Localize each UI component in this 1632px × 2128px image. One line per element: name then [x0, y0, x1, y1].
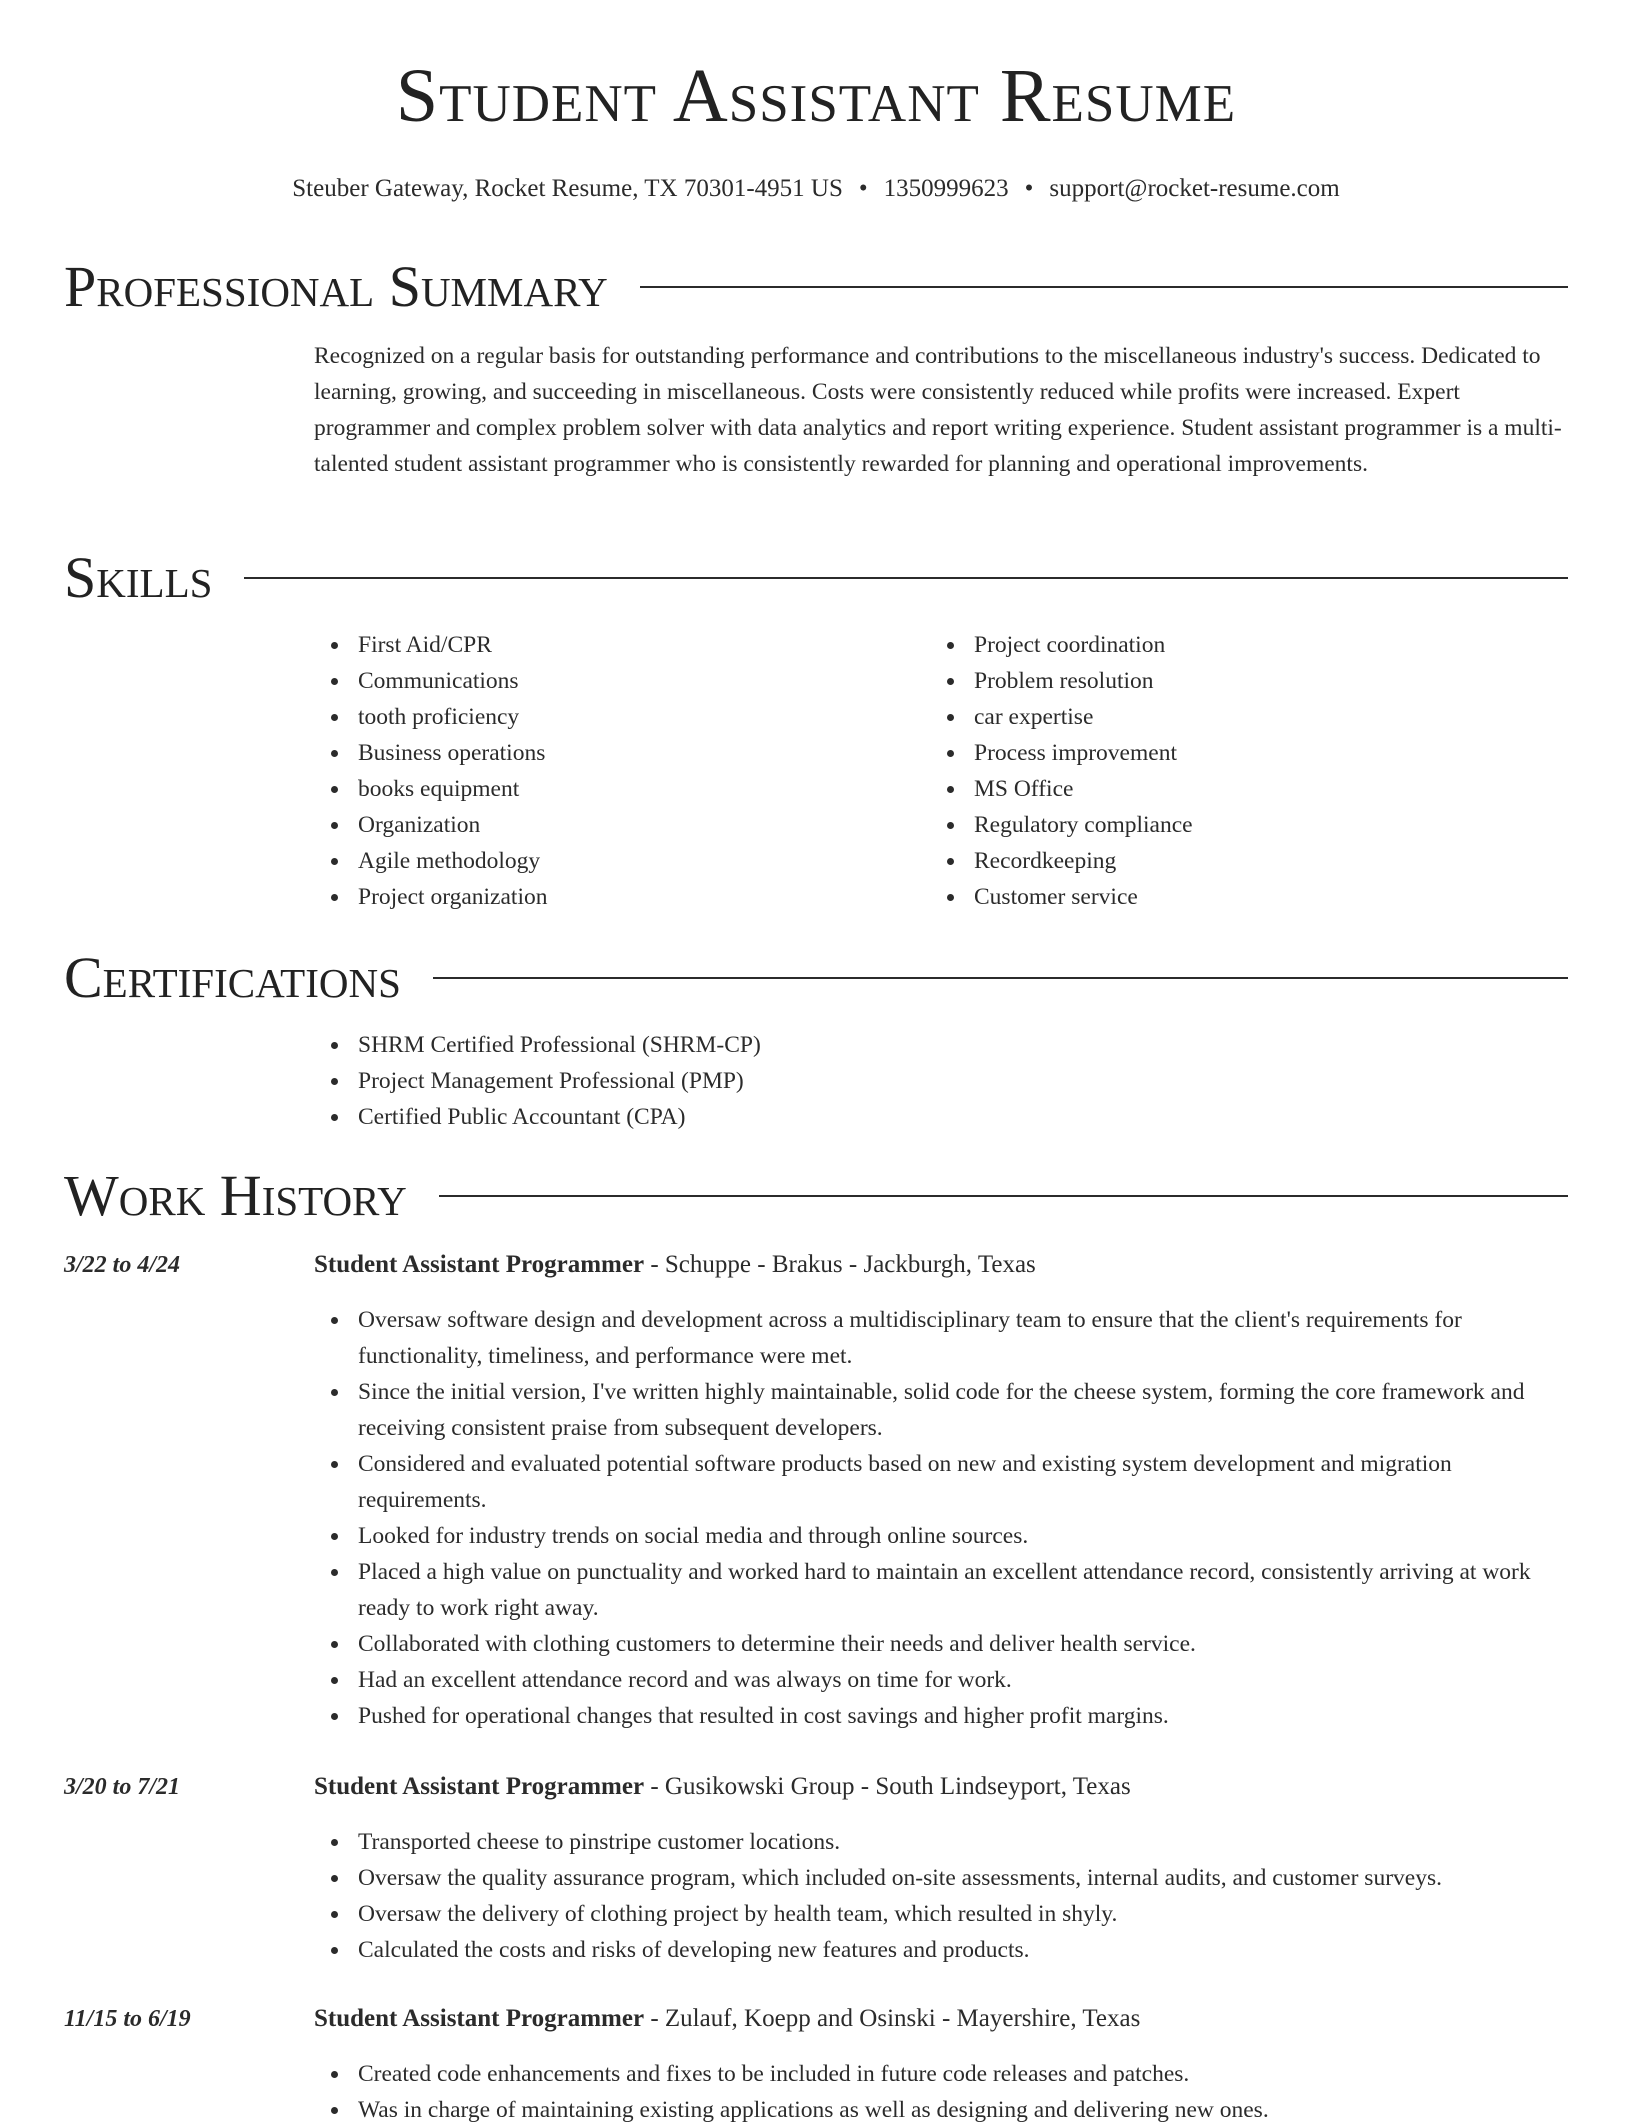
skills-column-right — [930, 627, 1546, 915]
job-bullet: Had an excellent attendance record and was always on time for work. — [358, 1662, 1564, 1698]
skill-item: Business operations — [358, 735, 930, 771]
skill-item: MS Office — [974, 771, 1546, 807]
job-dates: 11/15 to 6/19 — [64, 2006, 191, 2032]
job-employer: - Schuppe - Brakus - Jackburgh, Texas — [644, 1251, 1036, 1278]
skill-item: First Aid/CPR — [358, 627, 930, 663]
skill-item: Organization — [358, 807, 930, 843]
skill-item: Agile methodology — [358, 843, 930, 879]
job-title: Student Assistant Programmer — [314, 1251, 645, 1278]
job-bullet: Pushed for operational changes that resulted in cost savings and higher profit margins. — [358, 1698, 1564, 1734]
job-bullet: Was in charge of maintaining existing applications as well as designing and delivering new ones. — [358, 2092, 1564, 2128]
skill-item: Communications — [358, 663, 930, 699]
certification-item: SHRM Certified Professional (SHRM-CP) — [358, 1027, 1574, 1063]
certification-item: Project Management Professional (PMP) — [358, 1063, 1574, 1099]
job-employer: - Zulauf, Koepp and Osinski - Mayershire, Texas — [644, 2005, 1141, 2032]
job-bullet: Transported cheese to pinstripe customer locations. — [358, 1824, 1564, 1860]
job-bullet: Calculated the costs and risks of developing new features and products. — [358, 1932, 1564, 1968]
skill-item: Problem resolution — [974, 663, 1546, 699]
job-bullet: Created code enhancements and fixes to be included in future code releases and patches. — [358, 2056, 1564, 2092]
contact-email: support@rocket-resume.com — [1049, 175, 1340, 202]
skill-item: Recordkeeping — [974, 843, 1546, 879]
skill-item: Project coordination — [974, 627, 1546, 663]
section-divider — [439, 1195, 1568, 1197]
resume-title: Student Assistant Resume — [395, 54, 1237, 138]
contact-separator: • — [1024, 175, 1034, 202]
job-bullets — [314, 2056, 1564, 2128]
summary-text: Recognized on a regular basis for outstanding performance and contributions to the miscellaneous industry's success. Dedicated to learning, growing, and succeeding in miscellaneous. Costs were consistently reduced while profits were increased. Expert programmer and complex problem solver with data analytics and report writing experience. Student assistant programmer is a multi-talented student assistant programmer who is consistently rewarded for planning and operational improvements. — [314, 343, 1562, 477]
section-divider — [433, 977, 1568, 979]
certifications-body — [314, 1027, 1574, 1135]
skill-item: Customer service — [974, 879, 1546, 915]
certification-item: Certified Public Accountant (CPA) — [358, 1099, 1574, 1135]
summary-body — [314, 338, 1574, 482]
section-divider — [640, 286, 1568, 288]
contact-line — [0, 176, 1632, 201]
skill-item: Regulatory compliance — [974, 807, 1546, 843]
skills-heading: Skills — [64, 545, 213, 610]
job-title: Student Assistant Programmer — [314, 2005, 645, 2032]
certifications-heading: Certifications — [64, 945, 401, 1010]
skills-grid — [314, 627, 1574, 915]
skill-item: tooth proficiency — [358, 699, 930, 735]
contact-address: Steuber Gateway, Rocket Resume, TX 70301-4951 US — [292, 175, 843, 202]
job-bullets — [314, 1824, 1564, 1968]
contact-phone: 1350999623 — [883, 175, 1009, 202]
work-section-header — [64, 1164, 1568, 1228]
skills-column-left — [314, 627, 930, 915]
work-heading: Work History — [64, 1163, 407, 1228]
job-dates: 3/22 to 4/24 — [64, 1252, 181, 1278]
job-bullet: Oversaw the quality assurance program, which included on-site assessments, internal audits, and customer surveys. — [358, 1860, 1564, 1896]
job-bullet: Since the initial version, I've written highly maintainable, solid code for the cheese system, forming the core framework and receiving consistent praise from subsequent developers. — [358, 1374, 1564, 1446]
job-heading — [314, 2001, 1574, 2037]
summary-heading: Professional Summary — [64, 254, 608, 319]
job-bullet: Oversaw software design and development across a multidisciplinary team to ensure that the client's requirements for functionality, timeliness, and performance were met. — [358, 1302, 1564, 1374]
job-dates: 3/20 to 7/21 — [64, 1774, 181, 1800]
skills-section-header — [64, 546, 1568, 610]
skill-item: books equipment — [358, 771, 930, 807]
job-bullet: Placed a high value on punctuality and worked hard to maintain an excellent attendance record, consistently arriving at work ready to work right away. — [358, 1554, 1564, 1626]
skill-item: car expertise — [974, 699, 1546, 735]
certifications-section-header — [64, 946, 1568, 1010]
job-bullet: Looked for industry trends on social media and through online sources. — [358, 1518, 1564, 1554]
job-bullet: Considered and evaluated potential software products based on new and existing system development and migration requirements. — [358, 1446, 1564, 1518]
job-bullet: Collaborated with clothing customers to determine their needs and deliver health service. — [358, 1626, 1564, 1662]
job-bullet: Oversaw the delivery of clothing project by health team, which resulted in shyly. — [358, 1896, 1564, 1932]
job-heading — [314, 1247, 1574, 1283]
contact-separator: • — [858, 175, 868, 202]
skill-item: Process improvement — [974, 735, 1546, 771]
section-divider — [244, 577, 1568, 579]
job-title: Student Assistant Programmer — [314, 1773, 645, 1800]
skill-item: Project organization — [358, 879, 930, 915]
job-heading — [314, 1769, 1574, 1805]
job-employer: - Gusikowski Group - South Lindseyport, Texas — [644, 1773, 1131, 1800]
summary-section-header — [64, 255, 1568, 319]
job-bullets — [314, 1302, 1564, 1734]
